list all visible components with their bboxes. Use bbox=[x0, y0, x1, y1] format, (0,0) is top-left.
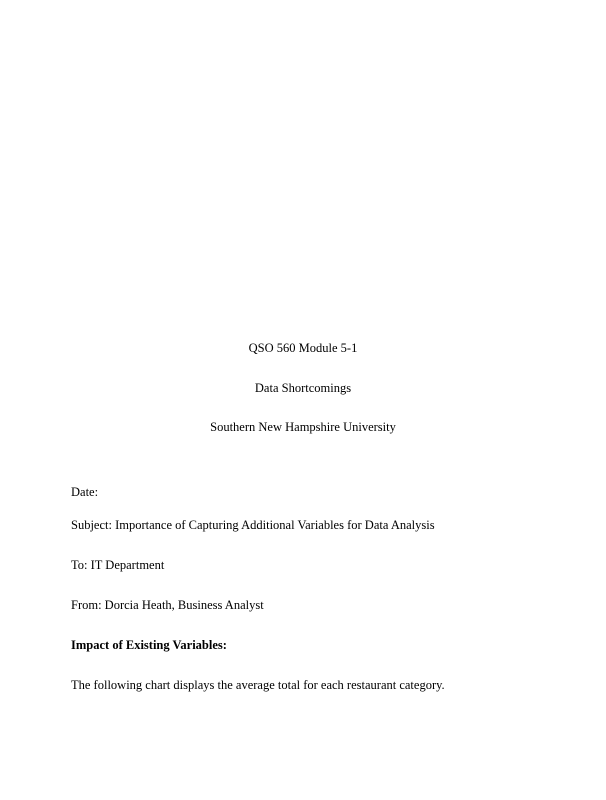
section-paragraph: The following chart displays the average total for each restaurant category. bbox=[71, 678, 445, 692]
course-title: QSO 560 Module 5-1 bbox=[248, 341, 358, 355]
memo-subject: Subject: Importance of Capturing Additional Variables for Data Analysis bbox=[71, 518, 435, 532]
memo-sender: From: Dorcia Heath, Business Analyst bbox=[71, 598, 264, 612]
section-heading: Impact of Existing Variables: bbox=[71, 638, 227, 652]
document-title: Data Shortcomings bbox=[254, 381, 352, 395]
memo-recipient: To: IT Department bbox=[71, 558, 165, 572]
memo-date: Date: bbox=[71, 485, 99, 499]
institution-name: Southern New Hampshire University bbox=[210, 420, 396, 434]
